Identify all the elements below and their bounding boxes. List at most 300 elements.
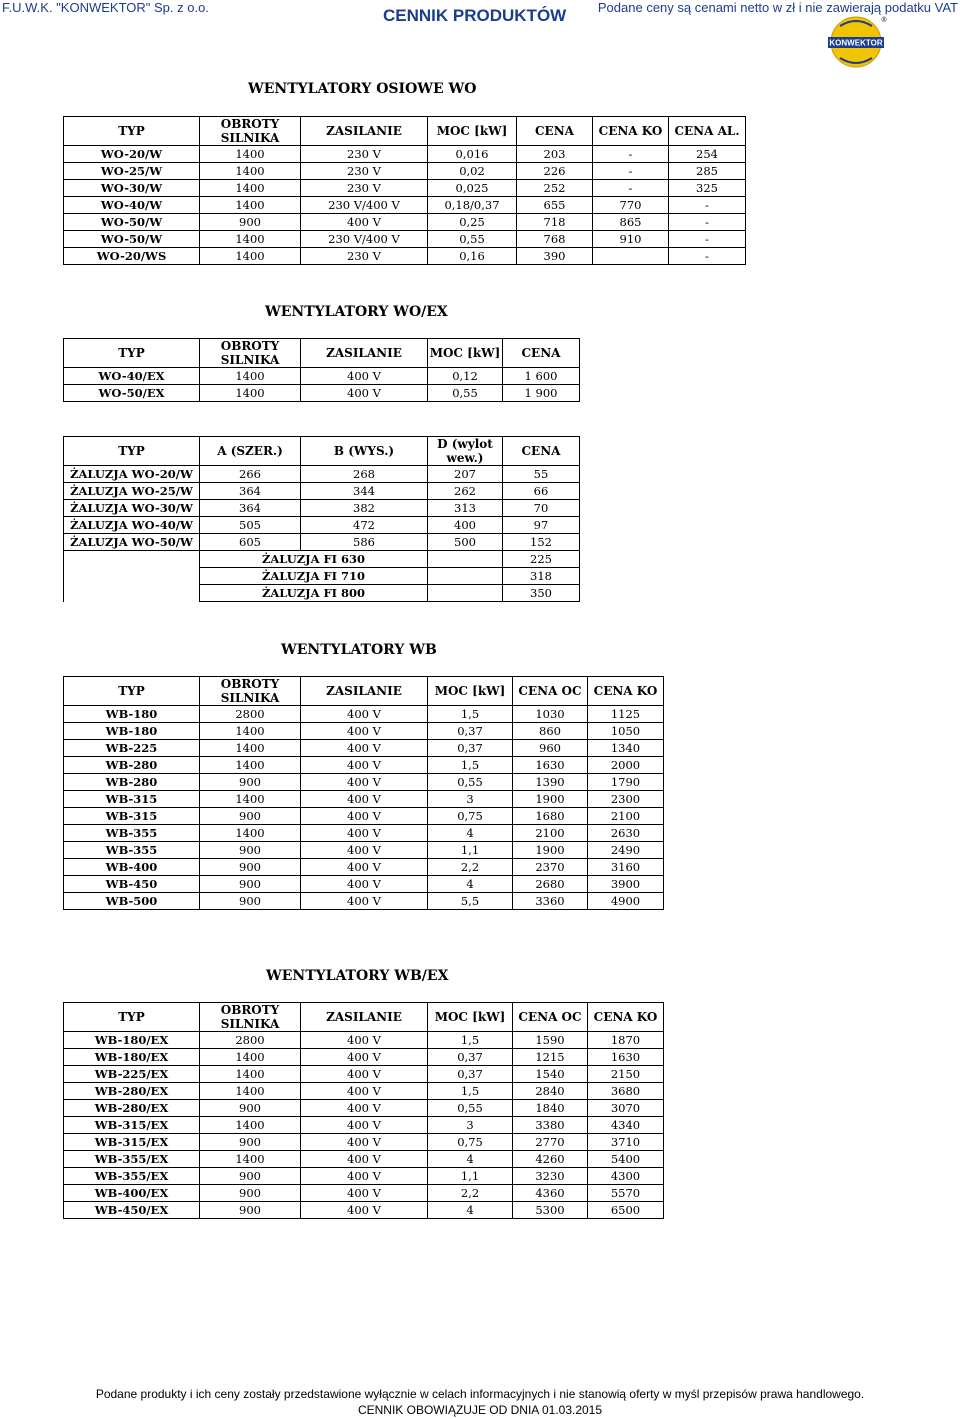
table-cell: 400 V — [301, 1185, 428, 1202]
table-row — [64, 893, 664, 910]
product-type-cell: WO-50/EX — [64, 385, 200, 402]
table-cell: 0,55 — [428, 774, 513, 791]
table-cell: 1400 — [200, 1117, 301, 1134]
table-cell: 400 V — [301, 385, 428, 402]
column-header: OBROTY SILNIKA — [200, 1003, 301, 1032]
table-cell: 2770 — [513, 1134, 588, 1151]
table-cell: 2800 — [200, 1032, 301, 1049]
table-row — [64, 825, 664, 842]
table-cell: 0,16 — [428, 248, 517, 265]
table-cell: 364 — [200, 500, 301, 517]
table-cell: 4260 — [513, 1151, 588, 1168]
table-row — [64, 1168, 664, 1185]
table-cell: - — [669, 231, 746, 248]
table-cell: 0,025 — [428, 180, 517, 197]
product-type-cell: WO-50/W — [64, 231, 200, 248]
column-header: TYP — [64, 339, 200, 368]
table-row — [64, 1100, 664, 1117]
column-header: TYP — [64, 1003, 200, 1032]
table-cell: 0,75 — [428, 808, 513, 825]
table-cell: 1400 — [200, 791, 301, 808]
table-cell: 2100 — [588, 808, 664, 825]
table-cell: - — [669, 214, 746, 231]
table-cell: 1790 — [588, 774, 664, 791]
table-cell: 1630 — [513, 757, 588, 774]
table-cell: 1400 — [200, 1083, 301, 1100]
table-cell: 266 — [200, 466, 301, 483]
table-row — [64, 585, 580, 602]
table-cell: 400 V — [301, 825, 428, 842]
table-cell: 4900 — [588, 893, 664, 910]
product-type-cell: WB-450 — [64, 876, 200, 893]
table-row — [64, 757, 664, 774]
table-cell: 400 V — [301, 842, 428, 859]
table-row — [64, 368, 580, 385]
table-cell: 718 — [517, 214, 593, 231]
empty-cell — [64, 585, 200, 602]
product-type-cell: WB-500 — [64, 893, 200, 910]
table-row — [64, 1134, 664, 1151]
table-cell: 230 V/400 V — [301, 231, 428, 248]
table-cell: 2100 — [513, 825, 588, 842]
product-type-cell: WO-25/W — [64, 163, 200, 180]
column-header: TYP — [64, 677, 200, 706]
table-cell: 400 V — [301, 1202, 428, 1219]
table-row — [64, 483, 580, 500]
table-row — [64, 1066, 664, 1083]
table-cell: 364 — [200, 483, 301, 500]
table-row — [64, 248, 746, 265]
table-cell: 1400 — [200, 723, 301, 740]
table-cell: 1,1 — [428, 842, 513, 859]
table-cell: 2370 — [513, 859, 588, 876]
column-header: B (WYS.) — [301, 437, 428, 466]
table-cell: 400 — [428, 517, 503, 534]
product-type-cell: WB-450/EX — [64, 1202, 200, 1219]
section-title-wo-ex: WENTYLATORY WO/EX — [265, 304, 448, 320]
table-cell: 1400 — [200, 163, 301, 180]
footer-valid-date: CENNIK OBOWIĄZUJE OD DNIA 01.03.2015 — [357, 1403, 603, 1417]
table-cell: 400 V — [301, 1100, 428, 1117]
table-cell: 1340 — [588, 740, 664, 757]
table-header-row — [64, 437, 580, 466]
table-cell: 1400 — [200, 146, 301, 163]
table-cell: 1,1 — [428, 1168, 513, 1185]
table-row — [64, 146, 746, 163]
table-cell: 1870 — [588, 1032, 664, 1049]
table-cell: 390 — [517, 248, 593, 265]
table-cell: 1400 — [200, 740, 301, 757]
product-type-cell: WB-400 — [64, 859, 200, 876]
table-cell: 900 — [200, 1134, 301, 1151]
product-type-cell: WB-280/EX — [64, 1100, 200, 1117]
product-type-cell: WB-355/EX — [64, 1168, 200, 1185]
table-cell: 910 — [593, 231, 669, 248]
table-header-row — [64, 677, 664, 706]
product-type-cell: ŻALUZJA WO-20/W — [64, 466, 200, 483]
table-cell: 400 V — [301, 1168, 428, 1185]
table-row — [64, 197, 746, 214]
table-cell: 768 — [517, 231, 593, 248]
table-wb-ex — [63, 1002, 664, 1219]
table-cell: 400 V — [301, 214, 428, 231]
table-cell: 1,5 — [428, 757, 513, 774]
table-cell: - — [593, 180, 669, 197]
table-cell: 860 — [513, 723, 588, 740]
table-cell: 97 — [503, 517, 580, 534]
table-cell: 2490 — [588, 842, 664, 859]
empty-cell — [428, 551, 503, 568]
table-cell: 960 — [513, 740, 588, 757]
table-cell: 262 — [428, 483, 503, 500]
table-cell: 0,18/0,37 — [428, 197, 517, 214]
table-row — [64, 1185, 664, 1202]
table-cell: 0,37 — [428, 1066, 513, 1083]
table-cell: 400 V — [301, 706, 428, 723]
table-cell: 2630 — [588, 825, 664, 842]
column-header: A (SZER.) — [200, 437, 301, 466]
table-row — [64, 1049, 664, 1066]
column-header: ZASILANIE — [301, 677, 428, 706]
product-type-cell: WB-315 — [64, 808, 200, 825]
column-header: OBROTY SILNIKA — [200, 117, 301, 146]
product-type-cell: WB-315 — [64, 791, 200, 808]
table-cell: 1215 — [513, 1049, 588, 1066]
table-cell: 3 — [428, 1117, 513, 1134]
table-cell: - — [593, 146, 669, 163]
table-cell: 900 — [200, 859, 301, 876]
table-cell: 344 — [301, 483, 428, 500]
table-cell: 0,75 — [428, 1134, 513, 1151]
product-type-cell: WB-355/EX — [64, 1151, 200, 1168]
table-cell: 400 V — [301, 368, 428, 385]
table-row — [64, 466, 580, 483]
table-cell: 1400 — [200, 368, 301, 385]
table-cell: 586 — [301, 534, 428, 551]
table-row — [64, 568, 580, 585]
table-row — [64, 1083, 664, 1100]
table-cell: 2300 — [588, 791, 664, 808]
konwektor-logo — [826, 14, 888, 68]
table-cell: 0,37 — [428, 740, 513, 757]
table-cell: 203 — [517, 146, 593, 163]
column-header: ZASILANIE — [301, 117, 428, 146]
product-type-cell: ŻALUZJA WO-50/W — [64, 534, 200, 551]
table-cell: 1630 — [588, 1049, 664, 1066]
product-type-cell: WB-180 — [64, 723, 200, 740]
table-cell: 4 — [428, 876, 513, 893]
footer-disclaimer: Podane produkty i ich ceny zostały przedstawione wyłącznie w celach informacyjnych i nie stanowią oferty w myśl przepisów prawa handlowego. — [95, 1387, 865, 1401]
table-cell: 254 — [669, 146, 746, 163]
empty-cell — [428, 585, 503, 602]
product-type-cell: WB-355 — [64, 825, 200, 842]
empty-cell — [64, 551, 200, 568]
table-row — [64, 385, 580, 402]
table-row — [64, 740, 664, 757]
column-header: CENA KO — [593, 117, 669, 146]
table-cell: 0,12 — [428, 368, 503, 385]
table-cell: 1680 — [513, 808, 588, 825]
product-type-cell: WB-225 — [64, 740, 200, 757]
table-row — [64, 774, 664, 791]
table-cell: 400 V — [301, 1049, 428, 1066]
table-wo-ex — [63, 338, 580, 402]
table-cell: 325 — [669, 180, 746, 197]
column-header: CENA KO — [588, 677, 664, 706]
table-cell: 1400 — [200, 1066, 301, 1083]
table-cell: 4340 — [588, 1117, 664, 1134]
table-cell: 4 — [428, 1151, 513, 1168]
column-header: OBROTY SILNIKA — [200, 339, 301, 368]
table-row — [64, 180, 746, 197]
table-cell: 1540 — [513, 1066, 588, 1083]
table-zaluzje — [63, 436, 580, 602]
product-type-cell: WB-180 — [64, 706, 200, 723]
table-cell: 1590 — [513, 1032, 588, 1049]
table-cell: 2,2 — [428, 1185, 513, 1202]
table-cell: 285 — [669, 163, 746, 180]
table-cell: 1,5 — [428, 706, 513, 723]
table-cell: 900 — [200, 842, 301, 859]
table-row — [64, 517, 580, 534]
table-cell: 500 — [428, 534, 503, 551]
column-header: TYP — [64, 117, 200, 146]
table-cell: 3380 — [513, 1117, 588, 1134]
table-cell: - — [669, 197, 746, 214]
table-cell: 1 900 — [503, 385, 580, 402]
table-cell: 4360 — [513, 1185, 588, 1202]
table-wo — [63, 116, 746, 265]
column-header: OBROTY SILNIKA — [200, 677, 301, 706]
table-cell: 1030 — [513, 706, 588, 723]
table-cell: 313 — [428, 500, 503, 517]
column-header: MOC [kW] — [428, 1003, 513, 1032]
table-cell: 1900 — [513, 842, 588, 859]
table-cell: 1 600 — [503, 368, 580, 385]
table-row — [64, 876, 664, 893]
table-cell: 900 — [200, 1202, 301, 1219]
table-cell: 400 V — [301, 893, 428, 910]
table-cell: 2680 — [513, 876, 588, 893]
product-type-cell: WO-40/W — [64, 197, 200, 214]
table-cell: 230 V/400 V — [301, 197, 428, 214]
column-header: CENA — [503, 339, 580, 368]
table-cell: 1400 — [200, 231, 301, 248]
section-title-wo: WENTYLATORY OSIOWE WO — [248, 81, 477, 97]
table-cell: 382 — [301, 500, 428, 517]
table-cell: 207 — [428, 466, 503, 483]
table-row — [64, 500, 580, 517]
table-cell: 472 — [301, 517, 428, 534]
table-cell: 605 — [200, 534, 301, 551]
column-header: CENA — [517, 117, 593, 146]
table-cell: 5,5 — [428, 893, 513, 910]
table-row — [64, 163, 746, 180]
table-cell: 865 — [593, 214, 669, 231]
column-header: CENA KO — [588, 1003, 664, 1032]
table-cell: 2000 — [588, 757, 664, 774]
table-cell: 400 V — [301, 774, 428, 791]
table-cell: 400 V — [301, 859, 428, 876]
table-cell: 3360 — [513, 893, 588, 910]
company-name: F.U.W.K. "KONWEKTOR" Sp. z o.o. — [2, 0, 209, 15]
table-cell: 400 V — [301, 723, 428, 740]
product-type-cell: ŻALUZJA WO-30/W — [64, 500, 200, 517]
product-type-cell: WB-280 — [64, 774, 200, 791]
table-cell: 400 V — [301, 791, 428, 808]
vat-note: Podane ceny są cenami netto w zł i nie zawierają podatku VAT — [597, 0, 958, 15]
table-cell: 3680 — [588, 1083, 664, 1100]
table-header-row — [64, 1003, 664, 1032]
table-cell: 252 — [517, 180, 593, 197]
table-cell: 66 — [503, 483, 580, 500]
table-cell: 1400 — [200, 385, 301, 402]
table-cell: 6500 — [588, 1202, 664, 1219]
table-cell: 5400 — [588, 1151, 664, 1168]
table-cell: 900 — [200, 1185, 301, 1202]
table-cell: 230 V — [301, 180, 428, 197]
table-cell: 3070 — [588, 1100, 664, 1117]
table-cell: 1400 — [200, 825, 301, 842]
table-row — [64, 1151, 664, 1168]
table-cell: 3900 — [588, 876, 664, 893]
table-cell: 3 — [428, 791, 513, 808]
table-cell: 4 — [428, 825, 513, 842]
table-header-row — [64, 339, 580, 368]
product-type-cell: WB-280 — [64, 757, 200, 774]
table-cell: 0,02 — [428, 163, 517, 180]
column-header: MOC [kW] — [428, 339, 503, 368]
table-cell: 900 — [200, 1168, 301, 1185]
table-cell: - — [593, 163, 669, 180]
table-cell: 0,55 — [428, 1100, 513, 1117]
table-cell: 225 — [503, 551, 580, 568]
table-row — [64, 214, 746, 231]
table-row — [64, 859, 664, 876]
product-type-cell: WO-20/WS — [64, 248, 200, 265]
empty-cell — [428, 568, 503, 585]
product-type-cell: ŻALUZJA FI 800 — [200, 585, 428, 602]
table-cell: 3710 — [588, 1134, 664, 1151]
table-cell: 5570 — [588, 1185, 664, 1202]
column-header: MOC [kW] — [428, 677, 513, 706]
column-header: CENA OC — [513, 677, 588, 706]
table-cell: 318 — [503, 568, 580, 585]
table-cell: 2,2 — [428, 859, 513, 876]
table-row — [64, 1117, 664, 1134]
column-header: ZASILANIE — [301, 339, 428, 368]
table-cell: 55 — [503, 466, 580, 483]
table-cell: 900 — [200, 214, 301, 231]
logo-text: KONWEKTOR — [829, 38, 883, 48]
product-type-cell: ŻALUZJA WO-25/W — [64, 483, 200, 500]
column-header: TYP — [64, 437, 200, 466]
table-cell: 900 — [200, 774, 301, 791]
table-cell: 1400 — [200, 180, 301, 197]
table-cell: 70 — [503, 500, 580, 517]
table-cell: 2150 — [588, 1066, 664, 1083]
product-type-cell: WO-30/W — [64, 180, 200, 197]
table-cell: 226 — [517, 163, 593, 180]
table-cell: 3230 — [513, 1168, 588, 1185]
table-cell: 1400 — [200, 197, 301, 214]
section-title-wb: WENTYLATORY WB — [281, 642, 437, 658]
table-cell: 2800 — [200, 706, 301, 723]
table-cell: 1400 — [200, 1151, 301, 1168]
table-cell: 505 — [200, 517, 301, 534]
table-cell: 1,5 — [428, 1083, 513, 1100]
table-cell: 400 V — [301, 1134, 428, 1151]
product-type-cell: WB-180/EX — [64, 1049, 200, 1066]
table-cell: 1400 — [200, 248, 301, 265]
column-header: ZASILANIE — [301, 1003, 428, 1032]
table-cell: 400 V — [301, 876, 428, 893]
product-type-cell: WB-180/EX — [64, 1032, 200, 1049]
table-cell: 400 V — [301, 1066, 428, 1083]
product-type-cell: WO-40/EX — [64, 368, 200, 385]
registered-mark: ® — [881, 17, 887, 24]
table-cell: 152 — [503, 534, 580, 551]
table-cell: 3160 — [588, 859, 664, 876]
table-cell: 5300 — [513, 1202, 588, 1219]
table-row — [64, 791, 664, 808]
table-cell: 1,5 — [428, 1032, 513, 1049]
table-cell: 4300 — [588, 1168, 664, 1185]
column-header: D (wylot wew.) — [428, 437, 503, 466]
table-cell: 4 — [428, 1202, 513, 1219]
table-cell: 230 V — [301, 163, 428, 180]
table-cell: 900 — [200, 1100, 301, 1117]
product-type-cell: WB-280/EX — [64, 1083, 200, 1100]
table-row — [64, 706, 664, 723]
table-cell: 230 V — [301, 248, 428, 265]
table-row — [64, 842, 664, 859]
column-header: CENA AL. — [669, 117, 746, 146]
table-cell: 0,55 — [428, 231, 517, 248]
product-type-cell: WO-20/W — [64, 146, 200, 163]
table-cell — [593, 248, 669, 265]
table-row — [64, 534, 580, 551]
page-title: CENNIK PRODUKTÓW — [383, 6, 567, 25]
table-cell: 900 — [200, 876, 301, 893]
product-type-cell: WB-355 — [64, 842, 200, 859]
table-cell: 400 V — [301, 1032, 428, 1049]
table-cell: 655 — [517, 197, 593, 214]
table-cell: 0,37 — [428, 723, 513, 740]
table-cell: 1900 — [513, 791, 588, 808]
table-cell: 2840 — [513, 1083, 588, 1100]
table-cell: 1390 — [513, 774, 588, 791]
table-cell: 268 — [301, 466, 428, 483]
product-type-cell: ŻALUZJA FI 630 — [200, 551, 428, 568]
table-cell: 400 V — [301, 1117, 428, 1134]
product-type-cell: ŻALUZJA WO-40/W — [64, 517, 200, 534]
column-header: CENA OC — [513, 1003, 588, 1032]
table-cell: 1400 — [200, 757, 301, 774]
table-cell: 770 — [593, 197, 669, 214]
table-cell: 0,37 — [428, 1049, 513, 1066]
table-row — [64, 231, 746, 248]
product-type-cell: WB-400/EX — [64, 1185, 200, 1202]
product-type-cell: WO-50/W — [64, 214, 200, 231]
table-row — [64, 1202, 664, 1219]
empty-cell — [64, 568, 200, 585]
product-type-cell: WB-315/EX — [64, 1117, 200, 1134]
table-cell: 0,016 — [428, 146, 517, 163]
table-cell: 400 V — [301, 757, 428, 774]
table-cell: 900 — [200, 893, 301, 910]
table-cell: 900 — [200, 808, 301, 825]
